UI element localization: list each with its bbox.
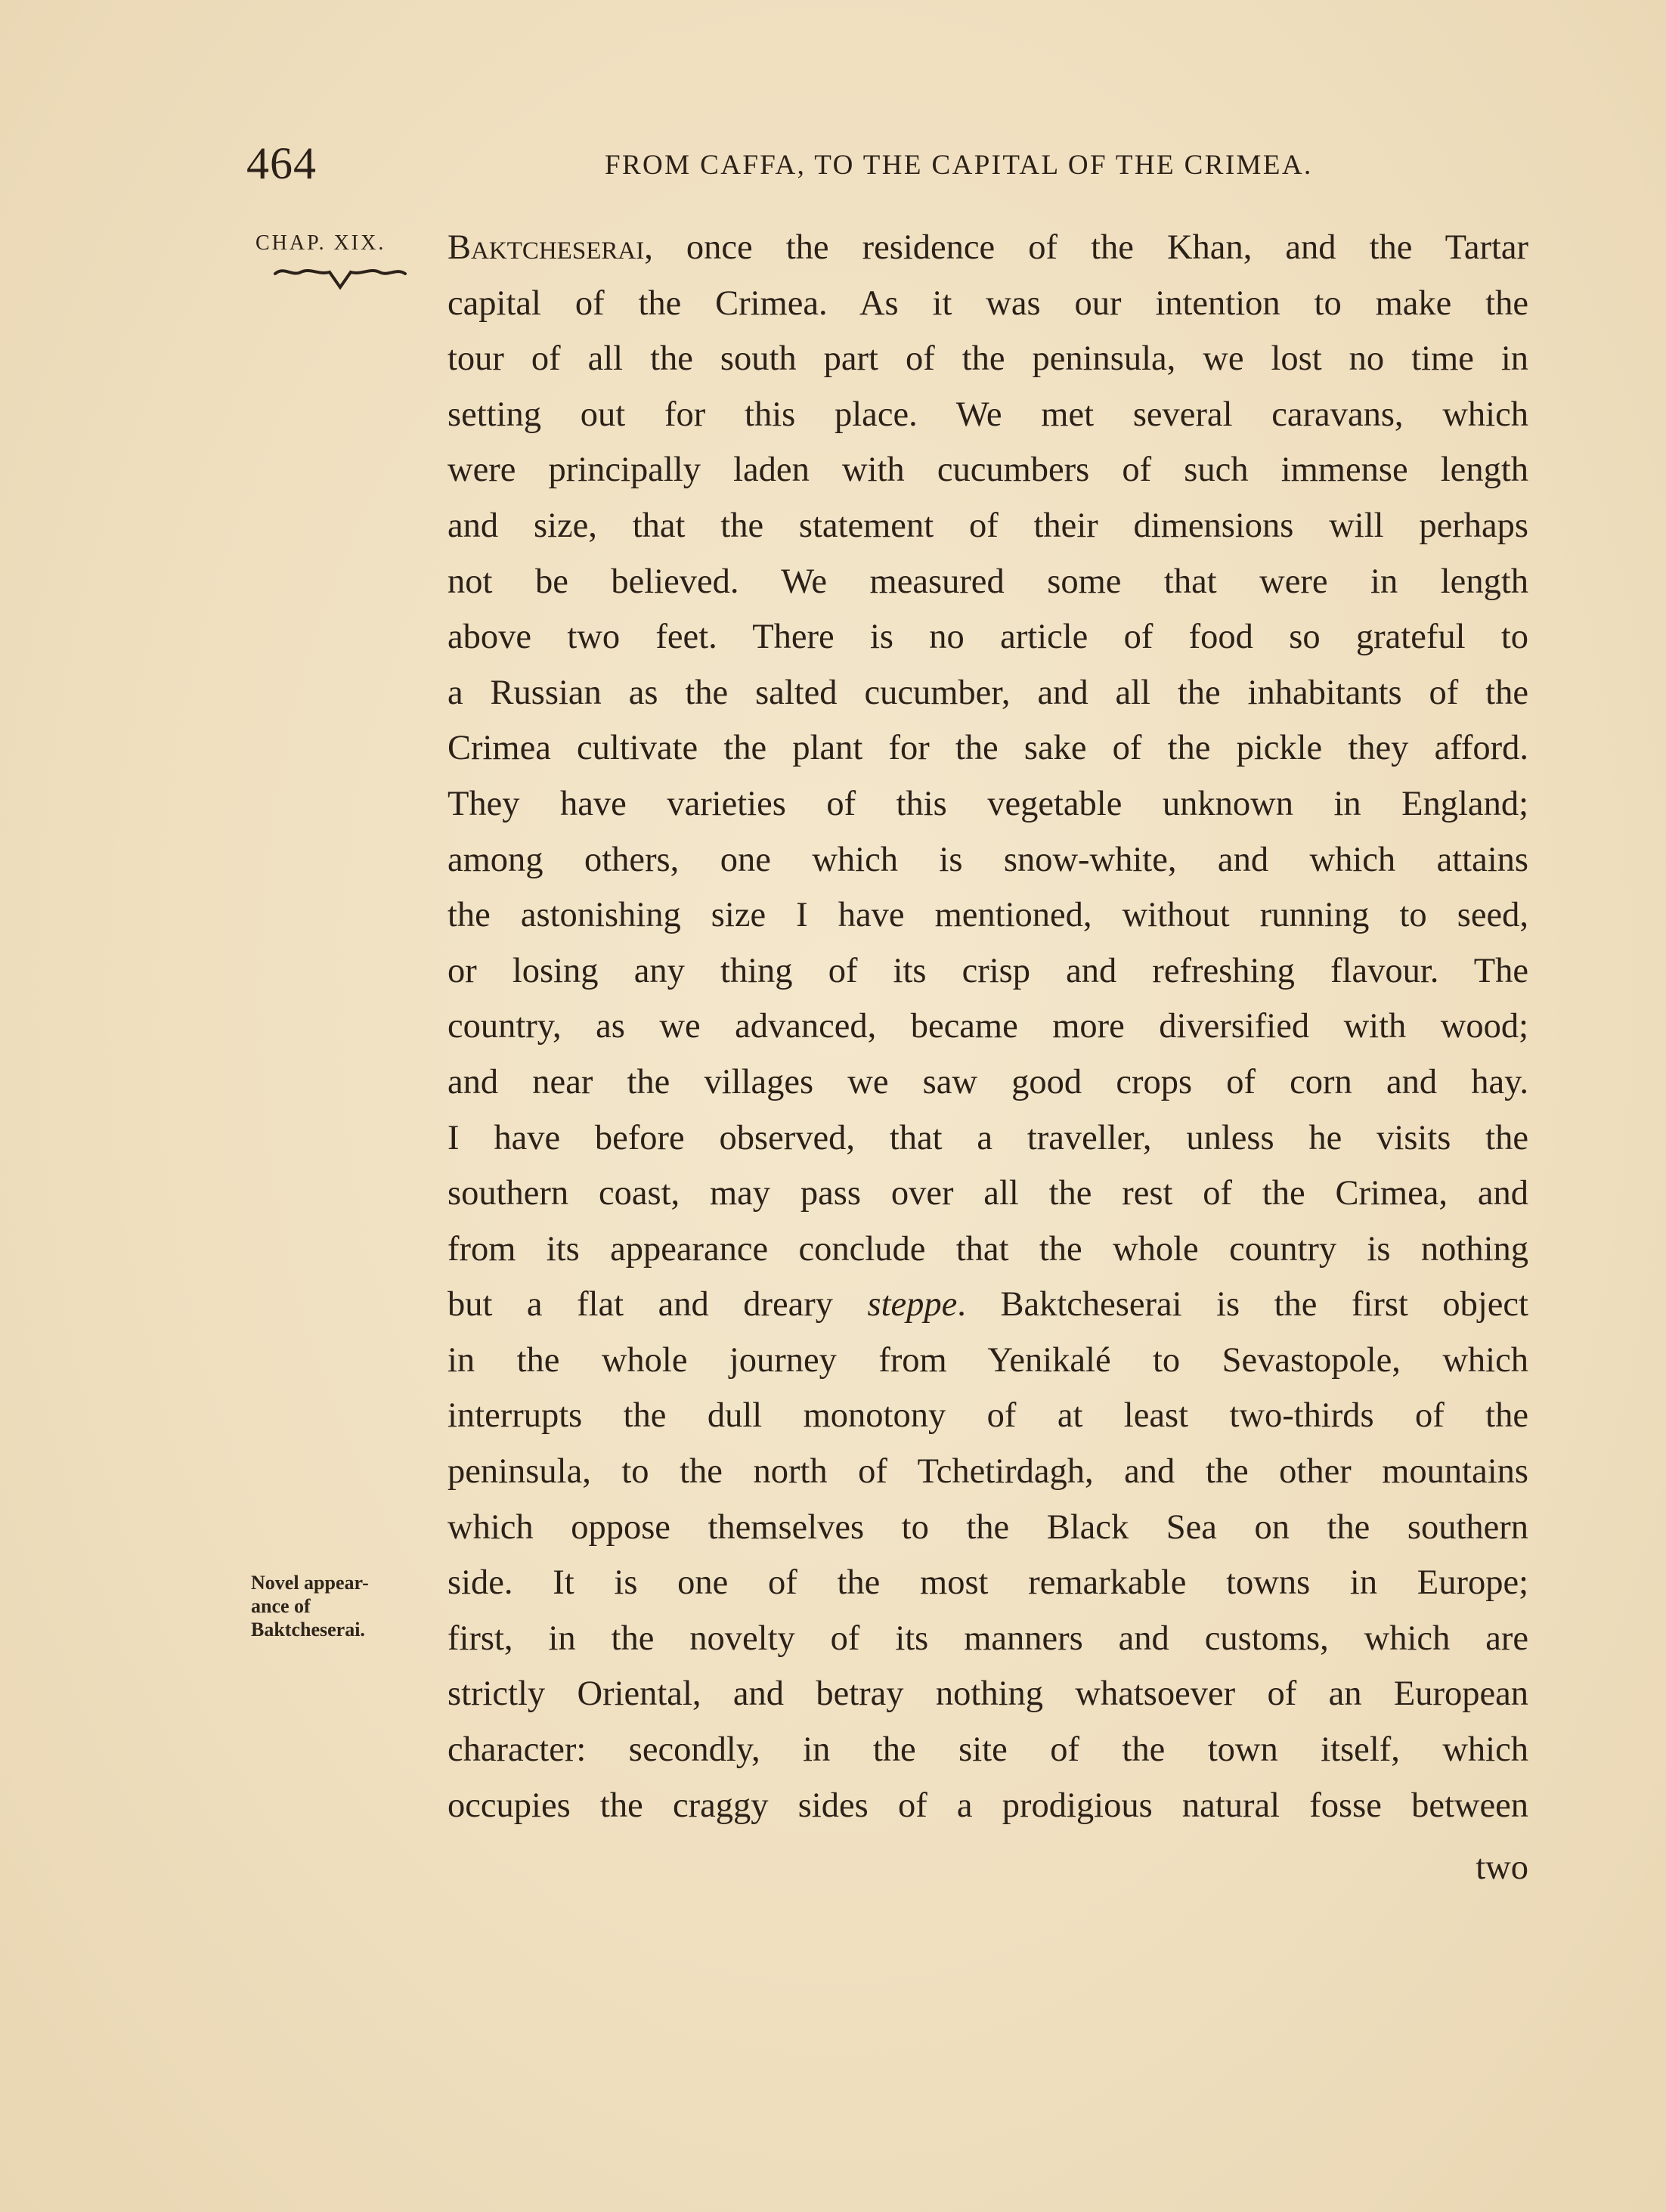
text-line: side. It is one of the most remarkable towns in Europe;	[447, 1563, 1528, 1603]
text-line: were principally laden with cucumbers of such immense length	[447, 451, 1528, 490]
text-line: strictly Oriental, and betray nothing whatsoever of an European	[447, 1674, 1528, 1714]
text-line: occupies the craggy sides of a prodigious natural fosse between	[447, 1786, 1528, 1825]
text-line: or losing any thing of its crisp and refreshing flavour. The	[447, 951, 1528, 990]
body-text	[447, 220, 1528, 1833]
margin-note-line: ance of	[251, 1595, 311, 1617]
text-line: first, in the novelty of its manners and customs, which are	[447, 1619, 1528, 1658]
text-line: peninsula, to the north of Tchetirdagh, and the other mountains	[447, 1452, 1528, 1492]
margin-note	[251, 1571, 425, 1641]
text-line: and size, that the statement of their dimensions will perhaps	[447, 506, 1528, 545]
page-number: 464	[246, 138, 317, 188]
text-line: setting out for this place. We met several caravans, which	[447, 395, 1528, 434]
catchword: two	[1476, 1848, 1528, 1887]
text-line: Baktcheserai, once the residence of the Khan, and the Tartar	[447, 228, 1528, 267]
text-line: southern coast, may pass over all the rest of the Crimea, and	[447, 1174, 1528, 1213]
margin-note-line: Novel appear-	[251, 1572, 369, 1594]
text-line: from its appearance conclude that the whole country is nothing	[447, 1229, 1528, 1269]
margin-note-line: Baktcheserai.	[251, 1619, 365, 1640]
text-line: capital of the Crimea. As it was our intention to make the	[447, 283, 1528, 323]
running-head: FROM CAFFA, TO THE CAPITAL OF THE CRIMEA.	[605, 150, 1313, 181]
text-line: not be believed. We measured some that were in length	[447, 562, 1528, 601]
text-line: the astonishing size I have mentioned, without running to seed,	[447, 896, 1528, 935]
text-line: They have varieties of this vegetable unknown in England;	[447, 784, 1528, 823]
text-line: interrupts the dull monotony of at least two-thirds of the	[447, 1396, 1528, 1436]
text-line: character: secondly, in the site of the town itself, which	[447, 1730, 1528, 1770]
text-line: country, as we advanced, became more diversified with wood;	[447, 1007, 1528, 1046]
text-line: a Russian as the salted cucumber, and all the inhabitants of the	[447, 673, 1528, 712]
text-line: which oppose themselves to the Black Sea on the southern	[447, 1507, 1528, 1547]
text-line: tour of all the south part of the peninsula, we lost no time in	[447, 339, 1528, 379]
text-line: among others, one which is snow-white, and which attains	[447, 840, 1528, 879]
chapter-flourish-ornament	[272, 266, 408, 293]
text-line: Crimea cultivate the plant for the sake of the pickle they afford.	[447, 729, 1528, 768]
text-line: above two feet. There is no article of food so grateful to	[447, 618, 1528, 657]
text-line: in the whole journey from Yenikalé to Sevastopole, which	[447, 1340, 1528, 1380]
text-line: I have before observed, that a traveller, unless he visits the	[447, 1118, 1528, 1157]
text-line: and near the villages we saw good crops of corn and hay.	[447, 1062, 1528, 1101]
chapter-label: CHAP. XIX.	[255, 231, 386, 255]
text-line: but a flat and dreary steppe. Baktcheserai is the first object	[447, 1285, 1528, 1324]
